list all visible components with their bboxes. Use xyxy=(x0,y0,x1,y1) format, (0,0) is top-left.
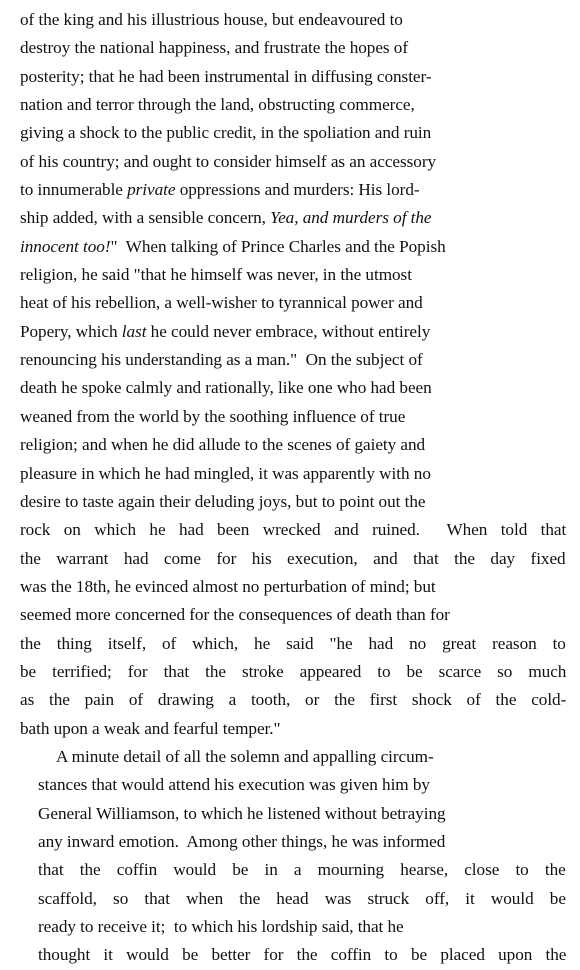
text-line xyxy=(20,771,566,799)
text-line xyxy=(20,715,566,743)
text-segment: ready to receive it; to which his lordship said, that he xyxy=(38,917,404,936)
text-line xyxy=(20,289,566,317)
text-line xyxy=(20,800,566,828)
text-line xyxy=(20,573,566,601)
text-segment: heat of his rebellion, a well-wisher to tyrannical power and xyxy=(20,293,423,313)
text-segment: he could never embrace, without entirely xyxy=(146,321,431,341)
text-line xyxy=(20,913,566,941)
text-segment: " When talking of Prince Charles and the Popish xyxy=(110,236,446,256)
text-segment: weaned from the world by the soothing influence of true xyxy=(20,406,406,426)
text-line xyxy=(20,6,566,34)
text-segment: that the coffin would be in a mourning hearse, close to the xyxy=(38,860,566,880)
text-segment: thought it would be better for the coffin to be placed upon the xyxy=(38,945,567,965)
text-segment: giving a shock to the public credit, in the spoliation and ruin xyxy=(20,123,432,143)
text-segment: the warrant had come for his execution, and that the day fixed xyxy=(20,548,566,568)
text-segment: General Williamson, to which he listened without betraying xyxy=(38,803,446,823)
text-segment: as the pain of drawing a tooth, or the first shock of the cold- xyxy=(20,690,567,710)
text-segment: was the 18th, he evinced almost no perturbation of mind; but xyxy=(20,576,436,596)
text-line xyxy=(20,91,566,119)
text-line xyxy=(20,148,566,176)
text-line xyxy=(20,318,566,346)
text-segment: ship added, with a sensible concern, xyxy=(20,208,271,228)
text-segment: be terrified; for that the stroke appeared to be scarce so much xyxy=(20,661,567,681)
paragraph xyxy=(20,743,566,970)
text-segment: posterity; that he had been instrumental in diffusing conster- xyxy=(20,66,432,86)
text-line xyxy=(20,63,566,91)
document-page xyxy=(20,6,566,970)
text-line xyxy=(20,488,566,516)
text-segment: scaffold, so that when the head was struck off, it would be xyxy=(38,888,566,908)
text-segment: religion; and when he did allude to the scenes of gaiety and xyxy=(20,435,426,455)
italic-text: private xyxy=(127,180,176,200)
paragraph xyxy=(20,6,566,743)
text-line xyxy=(20,34,566,62)
text-line xyxy=(20,346,566,374)
text-line xyxy=(20,941,566,969)
text-segment: A minute detail of all the solemn and appalling circum- xyxy=(56,746,434,766)
text-segment: desire to taste again their deluding joys, but to point out the xyxy=(20,491,426,511)
text-line xyxy=(20,431,566,459)
italic-text: last xyxy=(121,321,147,341)
text-line xyxy=(20,261,566,289)
text-segment: seemed more concerned for the consequences of death than for xyxy=(20,605,450,625)
text-line xyxy=(20,204,566,232)
text-segment: rock on which he had been wrecked and ruined. When told that xyxy=(20,520,567,540)
text-line xyxy=(20,885,566,913)
text-segment: stances that would attend his execution was given him by xyxy=(38,775,430,795)
text-line xyxy=(20,630,566,658)
text-segment: of his country; and ought to consider himself as an accessory xyxy=(20,151,437,171)
text-segment: oppressions and murders: His lord- xyxy=(175,180,420,200)
text-line xyxy=(20,516,566,544)
text-segment: death he spoke calmly and rationally, like one who had been xyxy=(20,378,432,398)
text-line xyxy=(20,743,566,771)
text-segment: destroy the national happiness, and frustrate the hopes of xyxy=(20,38,409,58)
text-segment: to innumerable xyxy=(20,180,128,200)
text-line xyxy=(20,686,566,714)
text-segment: of the king and his illustrious house, but endeavoured to xyxy=(20,10,403,29)
text-segment: religion, he said "that he himself was never, in the utmost xyxy=(20,265,412,285)
italic-text: Yea, and murders of the xyxy=(270,208,432,228)
text-line xyxy=(20,828,566,856)
text-line xyxy=(20,233,566,261)
text-line xyxy=(20,545,566,573)
text-line xyxy=(20,176,566,204)
text-segment: bath upon a weak and fearful temper." xyxy=(20,718,281,738)
text-line xyxy=(20,601,566,629)
text-segment: any inward emotion. Among other things, he was informed xyxy=(38,831,446,851)
text-line xyxy=(20,119,566,147)
text-segment: the thing itself, of which, he said "he had no great reason to xyxy=(20,633,566,653)
text-line xyxy=(20,403,566,431)
italic-text: innocent too! xyxy=(20,236,111,256)
text-segment: pleasure in which he had mingled, it was apparently with no xyxy=(20,463,431,483)
text-segment: renouncing his understanding as a man." On the subject of xyxy=(20,350,423,370)
text-segment: nation and terror through the land, obstructing commerce, xyxy=(20,95,415,115)
text-line xyxy=(20,658,566,686)
text-segment: Popery, which xyxy=(20,321,122,341)
text-line xyxy=(20,374,566,402)
text-line xyxy=(20,856,566,884)
text-line xyxy=(20,460,566,488)
